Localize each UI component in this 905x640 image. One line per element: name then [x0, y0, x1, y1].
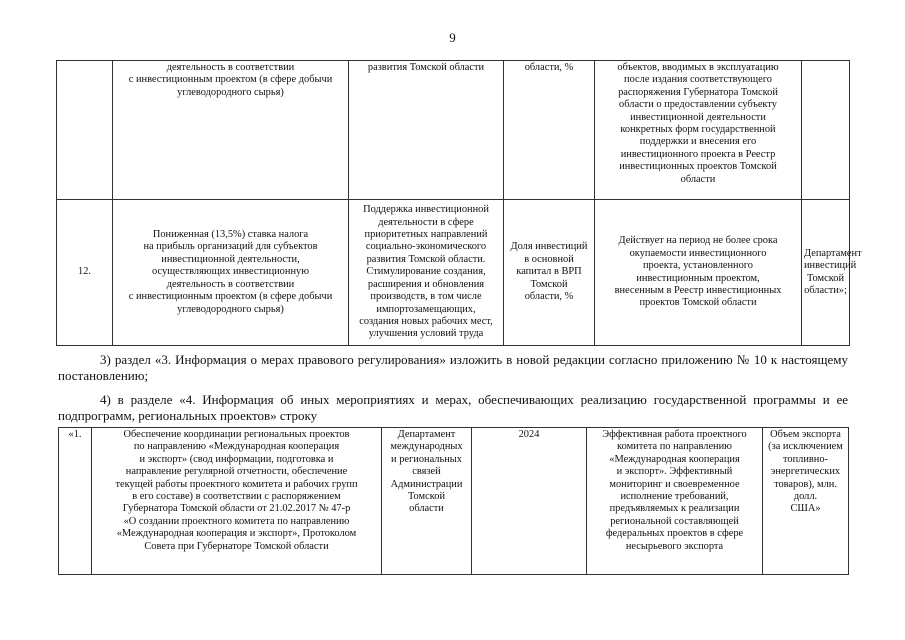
measure-name-text: Пониженная (13,5%) ставка налога на прибыль организаций для субъектов инвестиционной деятельности, осуществляющих инвестиционную деятельность в соответствии с инвестиционным проектом (в сфере добычи углеводородного сырья) — [128, 229, 333, 315]
measure-goal-text: Поддержка инвестиционной деятельности в сфере приоритетных направлений социально-экономического развития Томской области. Стимулирование создания, расширения и обновления производств, в том числе импортозамещающих, создания новых рабочих мест, улучшения условий труда — [359, 204, 493, 340]
paragraph-section-3 — [58, 352, 848, 384]
measure-goal-cell — [349, 61, 504, 200]
table-row — [59, 428, 849, 575]
measure-name-text: деятельность в соответствии с инвестиционным проектом (в сфере добычи углеводородного сырья) — [128, 62, 333, 98]
indicator-text: Объем экспорта (за исключением топливно- энергетических товаров), млн. долл. США» — [768, 429, 843, 515]
row-number-cell: «1. — [59, 428, 92, 575]
conditions-text: объектов, вводимых в эксплуатацию после издания соответствующего распоряжения Губернатора Томской области о предоставлении субъекту инвестиционной деятельности конкретных форм государственной поддержки и внесения его инвестиционного проекта в Реестр инвестиционных проектов Томской области — [617, 62, 779, 185]
activities-table — [58, 427, 849, 575]
indicator-text: Доля инвестиций в основной капитал в ВРП Томской области, % — [510, 241, 588, 303]
paragraph-section-4 — [58, 392, 848, 424]
responsible-text: Департамент международных и региональных связей Администрации Томской области — [390, 429, 463, 515]
table-row — [57, 61, 850, 200]
measure-goal-text: развития Томской области — [367, 62, 485, 73]
indicator-cell — [504, 200, 595, 346]
measure-name-cell — [113, 200, 349, 346]
activity-name-text: Обеспечение координации региональных проектов по направлению «Международная кооперация и экспорт» (свод информации, подготовка и направление регулярной отчетности, обеспечение текущей работы проектного комитета и рабочих групп в его составе) в соответствии с распоряжением Губернатора Томской области от 21.02.2017 № 47-р «О создании проектного комитета по направлению «Международная кооперация и экспорт», Протоколом Совета при Губернаторе Томской области — [115, 429, 358, 552]
indicator-cell — [763, 428, 849, 575]
row-number-cell — [57, 61, 113, 200]
conditions-cell — [595, 61, 802, 200]
conditions-text: Действует на период не более срока окупаемости инвестиционного проекта, установленного инвестиционным проектом, внесенным в Реестр инвестиционных проектов Томской области — [614, 235, 782, 309]
responsible-text: Департамент инвестиций Томской области»; — [804, 247, 862, 296]
paragraph-text: 4) в разделе «4. Информация об иных мероприятиях и мерах, обеспечивающих реализацию государственной программы и ее подпрограмм, региональных проектов» строку — [58, 392, 848, 423]
row-number-cell: 12. — [57, 200, 113, 346]
measures-table — [56, 60, 862, 346]
indicator-cell — [504, 61, 595, 200]
responsible-cell — [382, 428, 472, 575]
measure-goal-cell — [349, 200, 504, 346]
responsible-cell — [802, 200, 862, 346]
result-text: Эффективная работа проектного комитета по направлению «Международная кооперация и экспорт». Эффективный мониторинг и своевременное исполнение требований, предъявляемых к реализации региональной составляющей федеральных проектов в сфере несырьевого экспорта — [602, 429, 747, 552]
conditions-cell — [595, 200, 802, 346]
page-number: 9 — [449, 30, 456, 45]
table-row — [57, 200, 850, 346]
measure-name-cell — [113, 61, 349, 200]
year-cell: 2024 — [472, 428, 587, 575]
paragraph-text: 3) раздел «3. Информация о мерах правового регулирования» изложить в новой редакции согласно приложению № 10 к настоящему постановлению; — [58, 352, 848, 383]
indicator-text: области, % — [524, 62, 574, 73]
result-cell — [587, 428, 763, 575]
responsible-cell — [802, 61, 850, 200]
activity-name-cell — [92, 428, 382, 575]
